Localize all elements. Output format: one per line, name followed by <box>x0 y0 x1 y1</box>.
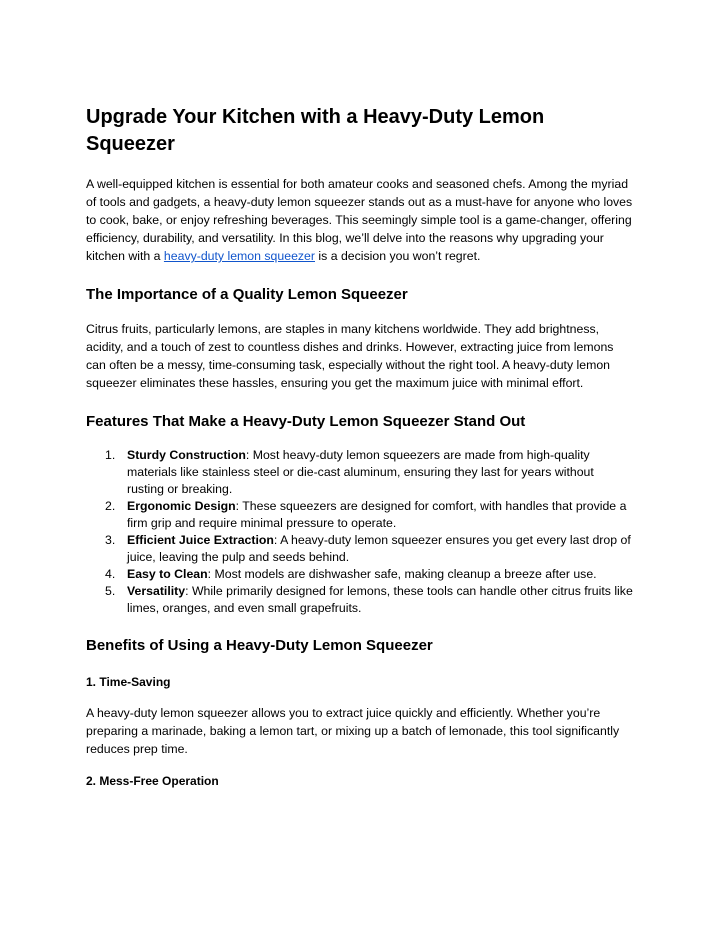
features-list <box>86 447 634 617</box>
importance-paragraph: Citrus fruits, particularly lemons, are staples in many kitchens worldwide. They add brightness, acidity, and a touch of zest to countless dishes and drinks. However, extracting juice from lemons can often be a messy, time-consuming task, especially without the right tool. A heavy-duty lemon squeezer eliminates these hassles, ensuring you get the maximum juice with minimal effort. <box>86 322 614 390</box>
list-item-text: : A heavy-duty lemon squeezer ensures you get every last drop of juice, leaving the pulp and seeds behind. <box>127 533 631 564</box>
list-item-term: Versatility <box>127 584 186 598</box>
features-heading: Features That Make a Heavy-Duty Lemon Squeezer Stand Out <box>86 413 526 430</box>
list-item <box>86 583 634 617</box>
time-saving-subheading: 1. Time-Saving <box>86 675 171 689</box>
list-item <box>86 498 634 532</box>
page-title: Upgrade Your Kitchen with a Heavy-Duty Lemon Squeezer <box>86 106 545 155</box>
list-item-term: Ergonomic Design <box>127 499 236 513</box>
heavy-duty-lemon-squeezer-link[interactable]: heavy-duty lemon squeezer <box>163 249 315 263</box>
intro-paragraph <box>86 175 634 265</box>
list-item-term: Efficient Juice Extraction <box>127 533 274 547</box>
benefits-heading: Benefits of Using a Heavy-Duty Lemon Squeezer <box>86 637 433 654</box>
list-item-number: 4. <box>105 567 116 581</box>
list-item-number: 1. <box>105 448 116 462</box>
mess-free-subheading: 2. Mess-Free Operation <box>86 774 219 788</box>
list-item-number: 3. <box>105 533 116 547</box>
list-item-text: : These squeezers are designed for comfort, with handles that provide a firm grip and require minimal pressure to operate. <box>127 499 627 530</box>
list-item <box>86 532 634 566</box>
list-item-number: 2. <box>105 499 116 513</box>
list-item-text: : Most heavy-duty lemon squeezers are made from high-quality materials like stainless steel or die-cast aluminum, ensuring they last for years without rusting or breaking. <box>127 448 594 496</box>
intro-text-after-link: is a decision you won’t regret. <box>315 249 481 263</box>
intro-text-before-link: A well-equipped kitchen is essential for both amateur cooks and seasoned chefs. Among the myriad of tools and gadgets, a heavy-duty lemon squeezer stands out as a must-have for anyone who loves to cook, bake, or enjoy refreshing beverages. This seemingly simple tool is a game-changer, offering efficiency, durability, and versatility. In this blog, we’ll delve into the reasons why upgrading your kitchen with a <box>86 177 633 263</box>
list-item-term: Easy to Clean <box>127 567 208 581</box>
list-item-text: : While primarily designed for lemons, these tools can handle other citrus fruits like limes, oranges, and even small grapefruits. <box>127 584 633 615</box>
importance-heading: The Importance of a Quality Lemon Squeezer <box>86 286 408 303</box>
list-item-text: : Most models are dishwasher safe, making cleanup a breeze after use. <box>207 567 597 581</box>
list-item-term: Sturdy Construction <box>127 448 246 462</box>
time-saving-paragraph: A heavy-duty lemon squeezer allows you to extract juice quickly and efficiently. Whether you’re preparing a marinade, baking a lemon tart, or mixing up a batch of lemonade, this tool significantly reduces prep time. <box>86 706 620 756</box>
list-item <box>86 566 634 583</box>
list-item-number: 5. <box>105 584 116 598</box>
list-item <box>86 447 634 498</box>
